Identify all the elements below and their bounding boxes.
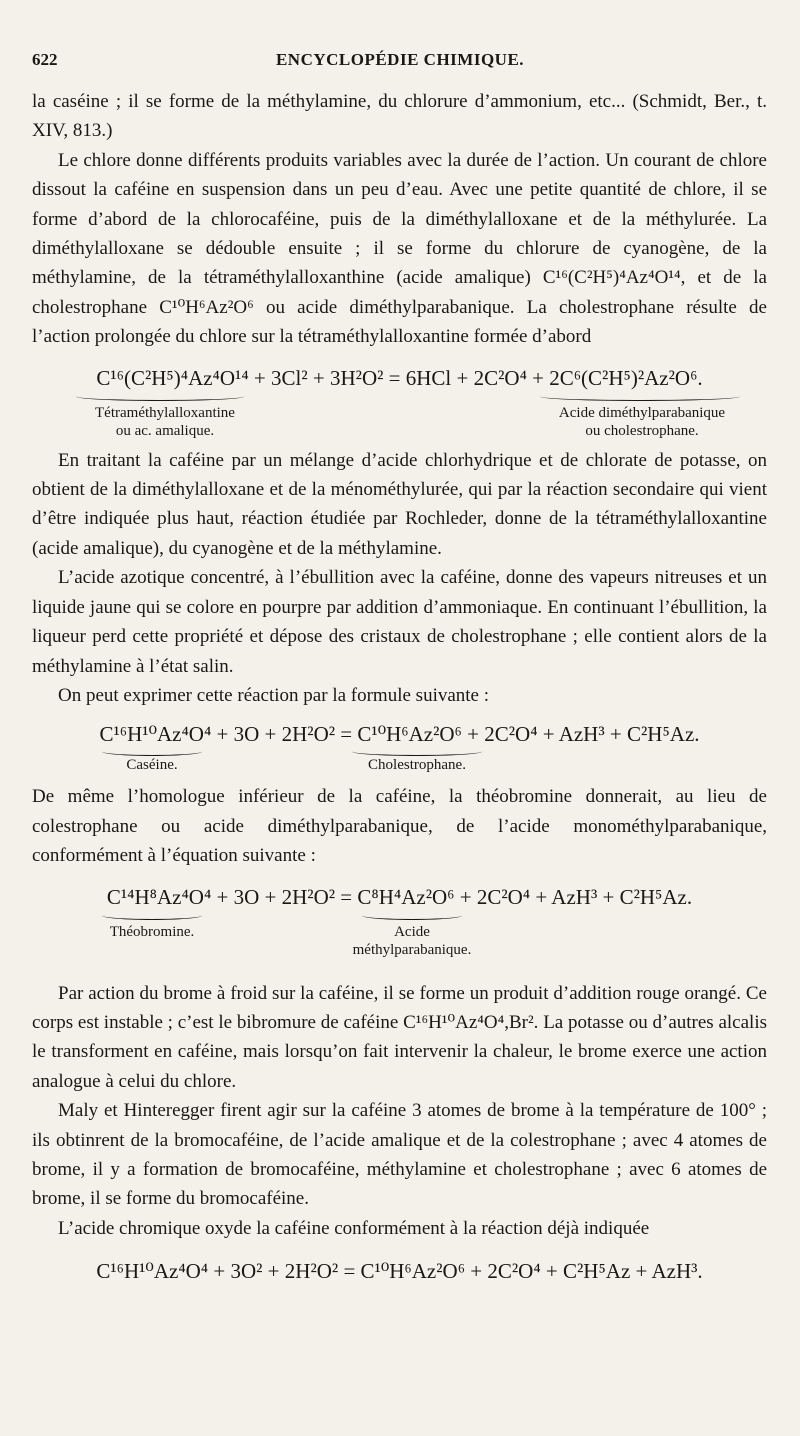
paragraph-3: En traitant la caféine par un mélange d’acide chlorhydrique et de chlorate de potasse, on obtient de la diméthylalloxane et de la ménométhylurée, qui par la réaction secondaire qui vient d’être indiquée plus haut, réaction étudiée par Rochleder, donne de la tétraméthylalloxantine (acide amalique), du cyanogène et de la méthylamine.	[32, 449, 767, 559]
paragraph-8: Maly et Hinteregger firent agir sur la caféine 3 atomes de brome à la température de 100° ; ils obtinrent de la bromocaféine, de l’acide amalique et de la colestrophane ; avec 4 atomes de brome, il y a formation de bromocaféine, méthylamine et cholestrophane ; avec 6 atomes de brome, il se forme du bromocaféine.	[32, 1100, 767, 1210]
paragraph-2: Le chlore donne différents produits variables avec la durée de l’action. Un courant de chlore dissout la caféine en suspension dans un peu d’eau. Avec une petite quantité de chlore, il se forme d’abord de la chlorocaféine, puis de la diméthylalloxane et de la méthylurée. La diméthylalloxane se dédouble ensuite ; il se forme du chlorure de cyanogène, de la méthylamine, de la tétraméthylalloxanthine (acide amalique) C¹⁶(C²H⁵)⁴Az⁴O¹⁴, et de la cholestrophane C¹⁰H⁶Az²O⁶ ou acide diméthylparabanique. La cholestrophane résulte de l’action prolongée du chlore sur la tétraméthylalloxantine formée d’abord	[32, 149, 767, 348]
equation-2-formula: C¹⁶H¹⁰Az⁴O⁴ + 3O + 2H²O² = C¹⁰H⁶Az²O⁶ + 2C²O⁴ + AzH³ + C²H⁵Az.	[99, 722, 700, 747]
running-title: ENCYCLOPÉDIE CHIMIQUE.	[275, 50, 525, 69]
equation-1-label-left: Tétraméthylalloxantine ou ac. amalique.	[95, 404, 235, 439]
equation-4	[32, 1243, 767, 1293]
equation-3	[32, 871, 767, 971]
paragraph-7: Par action du brome à froid sur la caféine, il se forme un produit d’addition rouge orangé. Ce corps est instable ; c’est le bibromure de caféine C¹⁶H¹⁰Az⁴O⁴,Br². La potasse ou d’autres alcalis le transforment en caféine, mais lorsqu’on fait intervenir la chaleur, le brome exerce une action analogue à celui du chlore.	[32, 982, 767, 1092]
brace-left	[102, 747, 202, 756]
paragraph-1: la caséine ; il se forme de la méthylamine, du chlorure d’ammonium, etc... (Schmidt, Ber., t. XIV, 813.)	[32, 91, 767, 142]
page-body	[32, 87, 767, 1293]
equation-2-label-left: Caséine.	[126, 757, 178, 774]
equation-3-formula: C¹⁴H⁸Az⁴O⁴ + 3O + 2H²O² = C⁸H⁴Az²O⁶ + 2C²O⁴ + AzH³ + C²H⁵Az.	[106, 884, 693, 909]
brace-left	[76, 392, 244, 401]
paragraph-6: De même l’homologue inférieur de la caféine, la théobromine donnerait, au lieu de colestrophane ou acide diméthylparabanique, de l’acide monométhylparabanique, conformément à l’équation suivante :	[32, 786, 767, 867]
paragraph-5: On peut exprimer cette réaction par la formule suivante :	[58, 684, 490, 706]
equation-1-formula: C¹⁶(C²H⁵)⁴Az⁴O¹⁴ + 3Cl² + 3H²O² = 6HCl + 2C²O⁴ + 2C⁶(C²H⁵)²Az²O⁶.	[96, 365, 703, 390]
brace-right	[362, 911, 462, 920]
brace-left	[102, 911, 202, 920]
equation-2	[32, 710, 767, 774]
page-number: 622	[32, 50, 58, 69]
brace-right	[540, 392, 740, 401]
equation-1	[32, 352, 767, 438]
equation-3-label-left: Théobromine.	[109, 923, 195, 940]
equation-3-label-right: Acide méthylparabanique.	[352, 923, 472, 958]
equation-1-label-right: Acide diméthylparabanique ou cholestrophane.	[558, 404, 726, 439]
brace-right	[352, 747, 482, 756]
running-header	[32, 50, 768, 78]
equation-4-formula: C¹⁶H¹⁰Az⁴O⁴ + 3O² + 2H²O² = C¹⁰H⁶Az²O⁶ + 2C²O⁴ + C²H⁵Az + AzH³.	[96, 1259, 703, 1284]
paragraph-9: L’acide chromique oxyde la caféine conformément à la réaction déjà indiquée	[58, 1217, 650, 1239]
equation-2-label-right: Cholestrophane.	[368, 757, 466, 774]
paragraph-4: L’acide azotique concentré, à l’ébullition avec la caféine, donne des vapeurs nitreuses et un liquide jaune qui se colore en pourpre par addition d’ammoniaque. En continuant l’ébullition, la liqueur perd cette propriété et dépose des cristaux de cholestrophane ; elle contient alors de la méthylamine à l’état salin.	[32, 567, 767, 677]
